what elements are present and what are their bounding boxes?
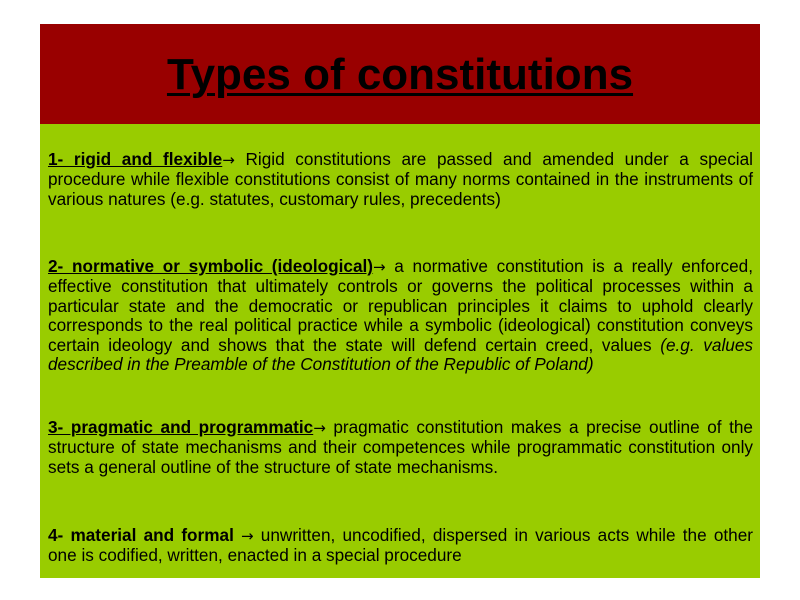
item-heading: 1- rigid and flexible	[48, 149, 223, 169]
arrow-icon: →	[373, 258, 386, 276]
item-text: a normative constitution is a really enforced, effective constitution that ultimately controls or governs the political processes within a particular state and the democratic or republican principles it claims to uphold clearly corresponds to the real political practice while a symbolic (ideological) constitution conveys certain ideology and shows that the state will defend certain creed, values	[48, 256, 753, 355]
list-item	[48, 526, 753, 566]
arrow-icon: →	[241, 527, 254, 545]
list-item	[48, 150, 753, 209]
slide	[40, 24, 760, 578]
item-heading: 2- normative or symbolic (ideological)	[48, 256, 374, 276]
item-text: pragmatic constitution makes a precise outline of the structure of state mechanisms and their competences while programmatic constitution only sets a general outline of the structure of state mechanisms.	[48, 417, 753, 477]
slide-title: Types of constitutions	[166, 50, 634, 99]
content-area	[40, 124, 760, 578]
item-example: (e.g. values described in the Preamble of the Constitution of the Republic of Poland)	[48, 334, 753, 375]
item-text: Rigid constitutions are passed and amended under a special procedure while flexible constitutions consist of many norms contained in the instruments of various natures (e.g. statutes, customary rules, precedents)	[48, 149, 753, 209]
item-heading: 4- material and formal	[48, 525, 242, 545]
arrow-icon: →	[313, 419, 326, 437]
title-bar	[40, 24, 760, 124]
list-item	[48, 257, 753, 374]
list-item	[48, 418, 753, 477]
arrow-icon: →	[222, 151, 235, 169]
item-text: unwritten, uncodified, dispersed in various acts while the other one is codified, written, enacted in a special procedure	[48, 525, 753, 566]
item-heading: 3- pragmatic and programmatic	[48, 417, 314, 437]
